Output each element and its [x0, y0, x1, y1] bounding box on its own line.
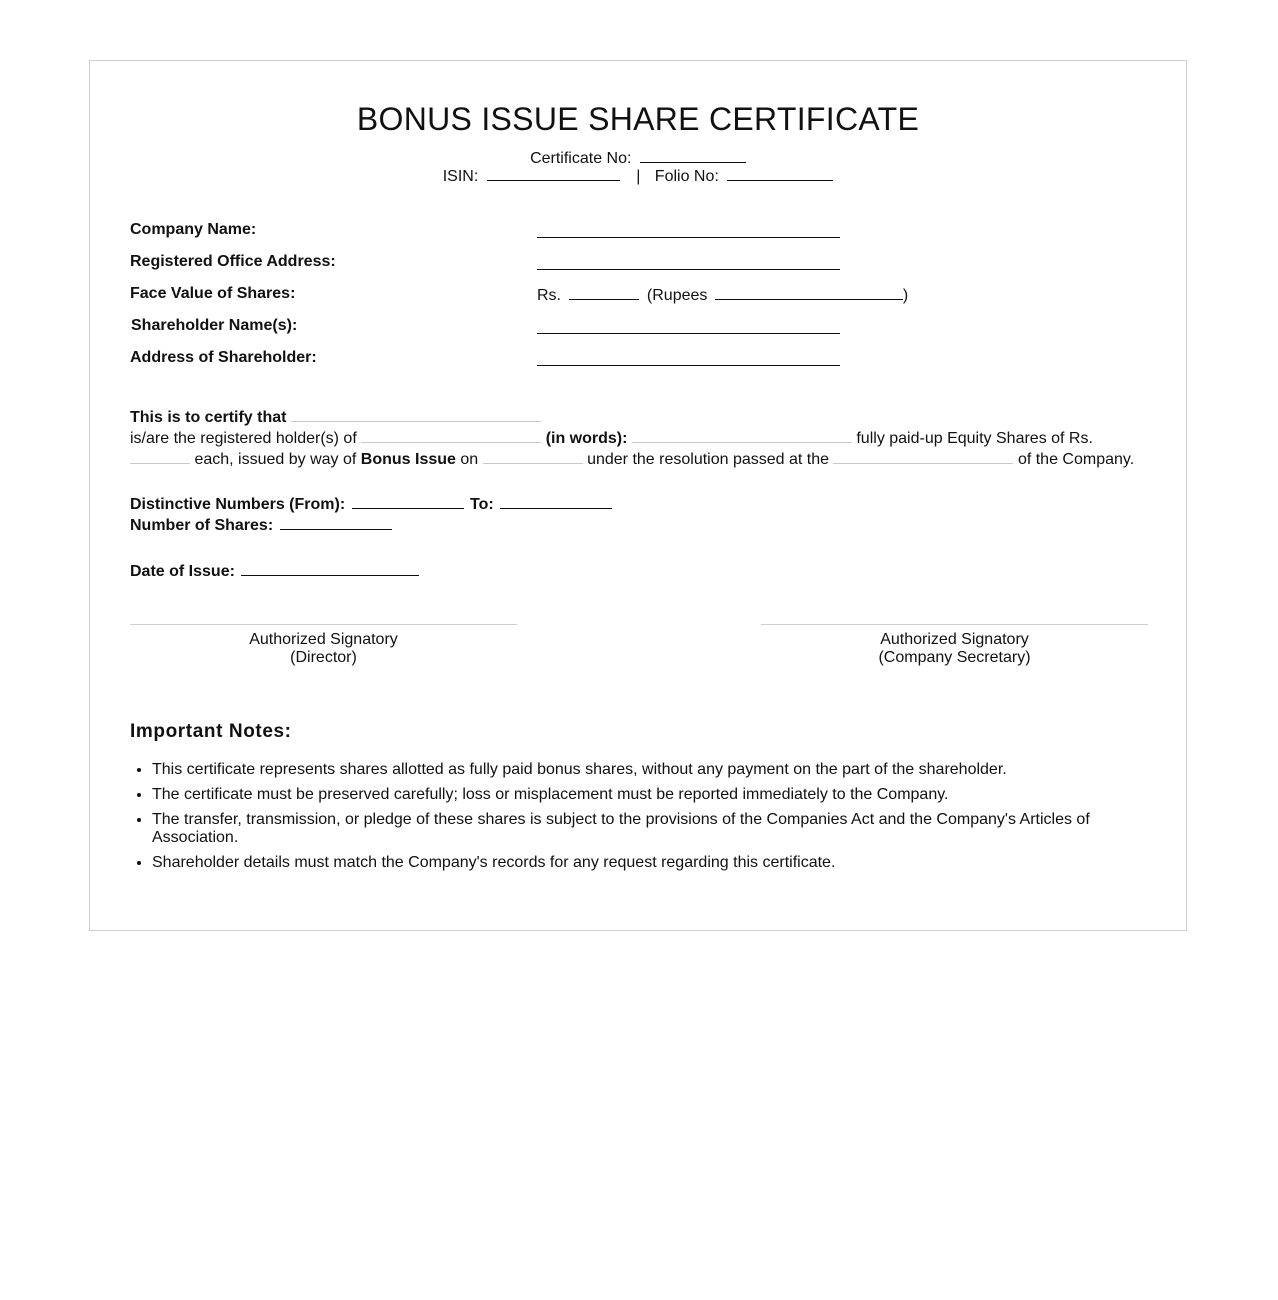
date-of-issue-blank[interactable]	[241, 561, 419, 576]
share-count-blank[interactable]	[361, 427, 541, 443]
certify-line-2	[130, 427, 1150, 448]
notes-list	[130, 761, 1142, 879]
to-label: To:	[470, 496, 494, 513]
certify-line-1	[130, 406, 1150, 427]
signatory-role: (Director)	[290, 649, 357, 666]
number-of-shares-row	[130, 515, 612, 536]
signatory-company-secretary	[761, 624, 1148, 667]
notes-heading: Important Notes:	[130, 721, 292, 742]
company-name-label: Company Name:	[130, 221, 257, 238]
date-of-issue-row	[130, 561, 419, 581]
company-name-line[interactable]	[537, 224, 840, 238]
share-value-blank[interactable]	[130, 448, 190, 464]
each-text: each, issued by way of	[194, 451, 357, 468]
folio-blank[interactable]	[727, 166, 833, 181]
issue-date-blank[interactable]	[483, 448, 583, 464]
holder-text: is/are the registered holder(s) of	[130, 430, 357, 447]
number-of-shares-blank[interactable]	[280, 515, 392, 530]
folio-label: Folio No:	[654, 168, 719, 185]
resolution-text: under the resolution passed at the	[587, 451, 830, 468]
rupees-words-blank[interactable]	[715, 285, 903, 300]
isin-blank[interactable]	[487, 166, 620, 181]
signatory-role: (Company Secretary)	[878, 649, 1031, 666]
rupees-label: (Rupees	[646, 287, 708, 304]
separator: |	[636, 168, 641, 185]
note-item: • Shareholder details must match the Company's records for any request regarding this certificate.	[152, 854, 1142, 872]
signatory-title: Authorized Signatory	[880, 631, 1029, 648]
number-of-shares-label: Number of Shares:	[130, 517, 274, 534]
shareholder-names-line[interactable]	[537, 320, 840, 334]
certificate-no-label: Certificate No:	[530, 150, 632, 167]
note-item: • The transfer, transmission, or pledge of these shares is subject to the provisions of the Companies Act and the Company's Articles of Association.	[152, 811, 1142, 847]
registered-office-line[interactable]	[537, 256, 840, 270]
signatory-director	[130, 624, 517, 667]
distinctive-range-row	[130, 494, 612, 515]
to-blank[interactable]	[500, 494, 612, 509]
registered-office-label: Registered Office Address:	[130, 253, 336, 270]
certify-lead: This is to certify that	[130, 409, 287, 426]
isin-label: ISIN:	[442, 168, 479, 185]
signatory-title: Authorized Signatory	[249, 631, 398, 648]
note-item: • This certificate represents shares allotted as fully paid bonus shares, without any payment on the part of the shareholder.	[152, 761, 1142, 779]
from-blank[interactable]	[352, 494, 464, 509]
shareholder-address-label: Address of Shareholder:	[130, 349, 317, 366]
on-text: on	[460, 451, 479, 468]
shareholder-address-line[interactable]	[537, 352, 840, 366]
meeting-blank[interactable]	[833, 448, 1013, 464]
rs-label: Rs.	[537, 287, 561, 304]
certify-line-3	[130, 448, 1150, 469]
distinctive-numbers	[130, 494, 612, 536]
company-text: of the Company.	[1017, 451, 1135, 468]
holder-name-blank[interactable]	[291, 406, 541, 422]
certificate-no-row	[90, 148, 1186, 168]
shareholder-names-label: Shareholder Name(s):	[131, 317, 298, 334]
bonus-issue-text: Bonus Issue	[360, 451, 456, 468]
share-count-words-blank[interactable]	[632, 427, 852, 443]
certificate	[89, 60, 1187, 931]
equity-text: fully paid-up Equity Shares of Rs.	[856, 430, 1093, 447]
signature-line-director[interactable]	[130, 624, 517, 625]
in-words-label: (in words):	[545, 430, 628, 447]
certificate-no-blank[interactable]	[640, 148, 746, 163]
date-of-issue-label: Date of Issue:	[130, 563, 235, 580]
face-value-label: Face Value of Shares:	[130, 285, 296, 302]
certificate-title: BONUS ISSUE SHARE CERTIFICATE	[356, 101, 920, 137]
face-value-amount-blank[interactable]	[569, 285, 639, 300]
from-label: Distinctive Numbers (From):	[130, 496, 346, 513]
face-value-row	[537, 285, 908, 305]
certify-paragraph	[130, 406, 1150, 469]
signature-line-secretary[interactable]	[761, 624, 1148, 625]
isin-folio-row	[90, 166, 1186, 186]
note-item: • The certificate must be preserved carefully; loss or misplacement must be reported immediately to the Company.	[152, 786, 1142, 804]
rupees-close: )	[902, 287, 909, 304]
